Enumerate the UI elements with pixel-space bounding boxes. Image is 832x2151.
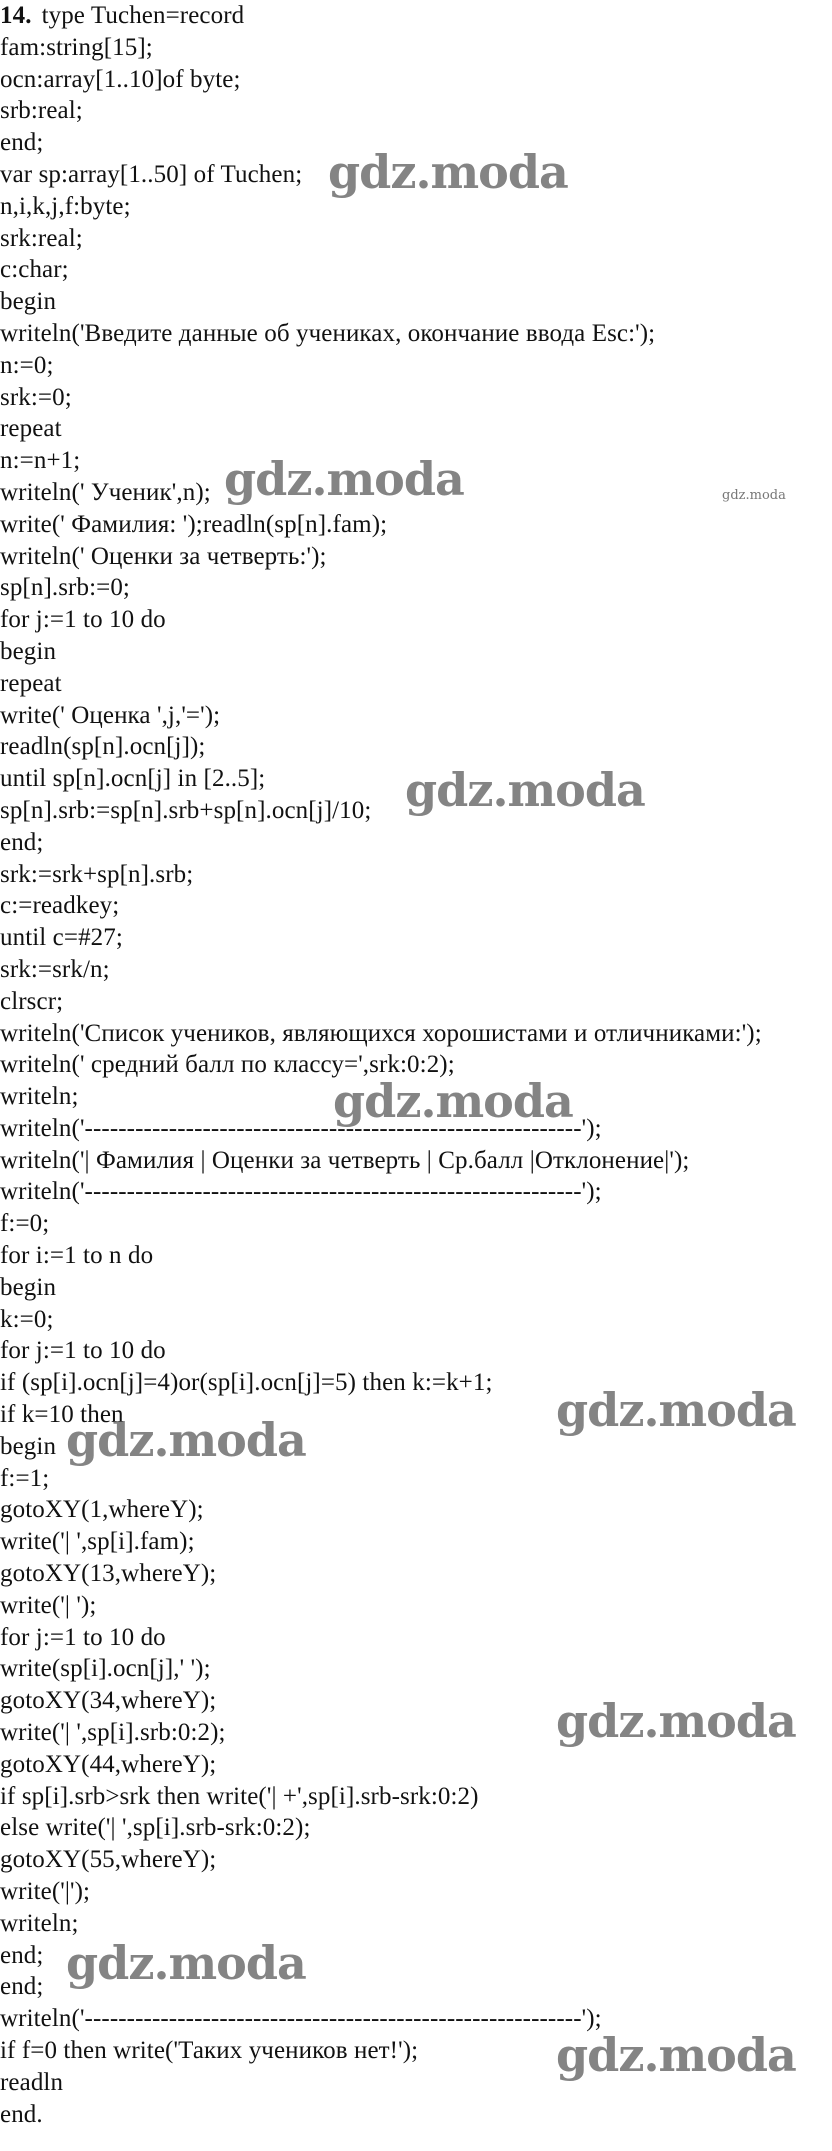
code-line: write(' Фамилия: ');readln(sp[n].fam); (0, 510, 388, 538)
code-line: readln (0, 2068, 64, 2096)
code-line: repeat (0, 415, 62, 443)
code-line: if sp[i].srb>srk then write('| +',sp[i].srb-srk:0:2) (0, 1782, 479, 1810)
code-line: end; (0, 1973, 44, 2001)
code-line: for j:=1 to 10 do (0, 606, 166, 634)
code-line: end; (0, 129, 44, 157)
code-line: f:=0; (0, 1210, 50, 1238)
code-line: readln(sp[n].ocn[j]); (0, 733, 206, 761)
code-line: sp[n].srb:=sp[n].srb+sp[n].ocn[j]/10; (0, 796, 372, 824)
code-line: end; (0, 1941, 44, 1969)
code-line: writeln; (0, 1909, 79, 1937)
code-line: if k=10 then (0, 1401, 124, 1429)
code-line: writeln(' Оценки за четверть:'); (0, 542, 327, 570)
code-line: for j:=1 to 10 do (0, 1623, 166, 1651)
code-line: repeat (0, 669, 62, 697)
code-line: write('| ',sp[i].fam); (0, 1528, 195, 1556)
code-line: writeln('Список учеников, являющихся хорошистами и отличниками:'); (0, 1019, 762, 1047)
code-line: k:=0; (0, 1305, 54, 1333)
code-line: writeln('-----------------------------------------------------------'); (0, 2005, 602, 2033)
code-line: fam:string[15]; (0, 33, 153, 61)
watermark-logo: gdz.moda (224, 452, 464, 506)
code-line: writeln('Введите данные об учениках, окончание ввода Esc:'); (0, 319, 656, 347)
code-line: gotoXY(13,whereY); (0, 1560, 217, 1588)
code-line: gotoXY(44,whereY); (0, 1750, 217, 1778)
code-line-text: type Tuchen=record (41, 2, 245, 29)
code-line: write(' Оценка ',j,'='); (0, 701, 221, 729)
code-line: var sp:array[1..50] of Tuchen; (0, 160, 303, 188)
code-line: for j:=1 to 10 do (0, 1337, 166, 1365)
code-line: writeln('-----------------------------------------------------------'); (0, 1178, 602, 1206)
code-line: begin (0, 637, 57, 665)
code-line: c:char; (0, 256, 69, 284)
code-line: f:=1; (0, 1464, 50, 1492)
code-line: srk:=0; (0, 383, 72, 411)
code-line: begin (0, 1432, 57, 1460)
watermark-logo: gdz.moda (556, 1694, 796, 1748)
code-line: srb:real; (0, 97, 83, 125)
code-line: end; (0, 828, 44, 856)
code-line: n:=0; (0, 351, 54, 379)
code-line: begin (0, 1273, 57, 1301)
code-line: gotoXY(55,whereY); (0, 1846, 217, 1874)
code-line: writeln(' средний балл по классу=',srk:0:2); (0, 1051, 455, 1079)
code-line: writeln; (0, 1083, 79, 1111)
code-line: if f=0 then write('Таких учеников нет!'); (0, 2037, 419, 2064)
code-line: n:=n+1; (0, 447, 81, 475)
code-line: c:=readkey; (0, 892, 120, 920)
code-line: srk:=srk+sp[n].srb; (0, 860, 194, 888)
code-line: gotoXY(1,whereY); (0, 1496, 204, 1524)
code-line: writeln('-----------------------------------------------------------'); (0, 1114, 602, 1142)
code-line: n,i,k,j,f:byte; (0, 192, 131, 220)
watermark-small: gdz.moda (722, 488, 786, 503)
watermark-logo: gdz.moda (328, 145, 568, 199)
code-line: write('|'); (0, 1878, 91, 1906)
code-line: sp[n].srb:=0; (0, 574, 130, 602)
code-line: if (sp[i].ocn[j]=4)or(sp[i].ocn[j]=5) then k:=k+1; (0, 1369, 493, 1397)
code-line: write(sp[i].ocn[j],' '); (0, 1655, 211, 1683)
code-line: writeln('| Фамилия | Оценки за четверть | Ср.балл |Отклонение|'); (0, 1146, 690, 1174)
code-line: srk:=srk/n; (0, 955, 110, 983)
code-line: until c=#27; (0, 924, 123, 952)
code-line-first (0, 0, 762, 32)
code-line: clrscr; (0, 987, 64, 1015)
code-line: begin (0, 288, 57, 316)
watermark-logo: gdz.moda (556, 1383, 796, 1437)
code-line: write('| '); (0, 1591, 97, 1619)
watermark-logo: gdz.moda (405, 763, 645, 817)
watermark-logo: gdz.moda (333, 1074, 573, 1128)
code-line: ocn:array[1..10]of byte; (0, 65, 241, 93)
watermark-logo: gdz.moda (556, 2028, 796, 2082)
code-line: else write('| ',sp[i].srb-srk:0:2); (0, 1814, 311, 1842)
code-line: until sp[n].ocn[j] in [2..5]; (0, 765, 266, 793)
code-line: writeln(' Ученик',n); (0, 478, 211, 506)
watermark-logo: gdz.moda (66, 1936, 306, 1990)
code-line: gotoXY(34,whereY); (0, 1687, 217, 1715)
code-line: write('| ',sp[i].srb:0:2); (0, 1719, 226, 1747)
watermark-logo: gdz.moda (66, 1413, 306, 1467)
code-line: srk:real; (0, 224, 83, 252)
exercise-number: 14. (0, 2, 32, 29)
code-line: end. (0, 2100, 43, 2128)
code-line: for i:=1 to n do (0, 1242, 154, 1270)
